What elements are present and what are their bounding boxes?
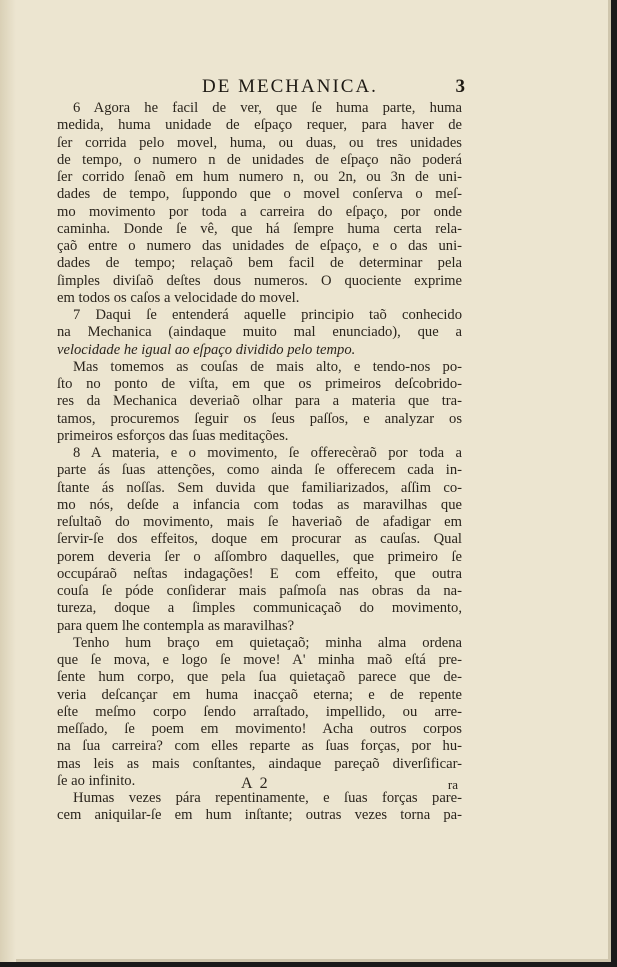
text-line: para quem lhe contempla as maravilhas? <box>57 617 295 634</box>
text-line: ſer corrido ſenaõ em hum numero n, ou 2n, ou 3n de uni- <box>57 169 462 185</box>
text-line: ſtante ás noſſas. Sem duvida que familiarizados, aſſim co- <box>57 479 462 496</box>
text-line: couſa ſe póde conſiderar mais paſmoſa nas obras da na- <box>57 583 462 599</box>
text-line: meſſado, ſe poem em movimento! Acha outros corpos <box>57 721 462 737</box>
catchword: ra <box>447 777 458 792</box>
text-line: mo movimento por toda a carreira do eſpaço, por onde <box>57 203 462 220</box>
text-line: Humas vezes pára repentinamente, e ſuas forças pare- <box>73 790 462 806</box>
text-line: çaõ entre o numero das unidades de eſpaço, e o das uni- <box>57 238 462 254</box>
text-line: 6 Agora he facil de ver, que ſe huma parte, huma <box>73 100 462 116</box>
text-line: na Mechanica (aindaque muito mal enunciado), que a <box>57 324 462 341</box>
text-line: ſer corrida pelo movel, huma, ou duas, ou tres unidades <box>57 134 462 151</box>
text-line: dades de tempo; relaçaõ bem facil de determinar pela <box>57 255 462 272</box>
text-line: dades de tempo, ſuppondo que o movel conſerva o meſ- <box>57 186 462 203</box>
text-line: eſte meſmo corpo ſendo arraſtado, impellido, ou arre- <box>57 703 462 720</box>
text-line: ſimples diviſaõ deſtes dous numeros. O quociente exprime <box>57 272 462 289</box>
text-line: tamos, procuremos ſeguir os ſeus paſſos, e analyzar os <box>57 410 462 427</box>
text-line: Tenho hum braço em quietaçaõ; minha alma ordena <box>73 634 462 651</box>
text-line: mas leis as mais conſtantes, aindaque pareçaõ diverſificar- <box>57 755 462 772</box>
text-line: em todos os caſos a velocidade do movel. <box>57 289 300 306</box>
page-gutter-shadow <box>0 0 16 962</box>
running-title: DE MECHANICA. <box>202 76 378 97</box>
text-line: cem aniquilar-ſe em hum inſtante; outras vezes torna pa- <box>57 807 462 824</box>
page-number: 3 <box>455 76 465 97</box>
text-line: ſervir-ſe dos effeitos, doque em procurar as cauſas. Qual <box>57 531 462 548</box>
text-line: porem deveria ſer o aſſombro daquelles, que primeiro ſe <box>57 548 462 565</box>
text-line: primeiros esforços das ſuas meditações. <box>57 427 289 444</box>
text-line: medida, huma unidade de eſpaço requer, para haver de <box>57 117 462 134</box>
text-line: ſe ao infinito. <box>57 772 136 789</box>
text-line: veria deſcançar em huma inacçaõ eterna; e de repente <box>57 686 462 703</box>
text-line: Mas tomemos as couſas de mais alto, e tendo-nos po- <box>73 358 462 375</box>
page-header <box>60 76 465 98</box>
text-line: caminha. Donde ſe vê, que há ſempre huma certa rela- <box>57 220 462 237</box>
text-line: occupáraõ neſtas indagações! E com effeito, que outra <box>57 565 462 582</box>
page-footer <box>57 772 462 795</box>
text-line: mo nós, deſde a infancia com todas as maravilhas que <box>57 496 462 513</box>
text-line: res da Mechanica deveriaõ olhar para a materia que tra- <box>57 393 462 410</box>
text-line: de tempo, o numero n de unidades de eſpaço não poderá <box>57 151 462 168</box>
text-line: 8 A materia, e o movimento, ſe offerecèraõ por toda a <box>73 445 462 461</box>
text-line: parte ás ſuas attenções, como ainda ſe offerecem cada in- <box>57 462 462 479</box>
signature-mark: A 2 <box>241 775 270 792</box>
text-line: ſto no ponto de viſta, em que os primeiros deſcobrido- <box>57 376 462 392</box>
text-line: ſente hum corpo, que pela ſua quietaçaõ parece que de- <box>57 669 462 686</box>
text-line: 7 Daqui ſe entenderá aquelle principio taõ conhecido <box>73 307 462 323</box>
text-line: tureza, doque a ſimples communicaçaõ do movimento, <box>57 600 462 617</box>
text-line: que ſe mova, e logo ſe move! A' minha maõ eſtá pre- <box>57 652 462 668</box>
body-text <box>57 100 462 825</box>
text-line: reſultaõ do movimento, mais ſe haveriaõ de afadigar em <box>57 514 462 530</box>
text-line: na ſua carreira? com elles reparte as ſuas forças, por hu- <box>57 738 462 755</box>
text-line: velocidade he igual ao eſpaço dividido pelo tempo. <box>57 341 356 358</box>
